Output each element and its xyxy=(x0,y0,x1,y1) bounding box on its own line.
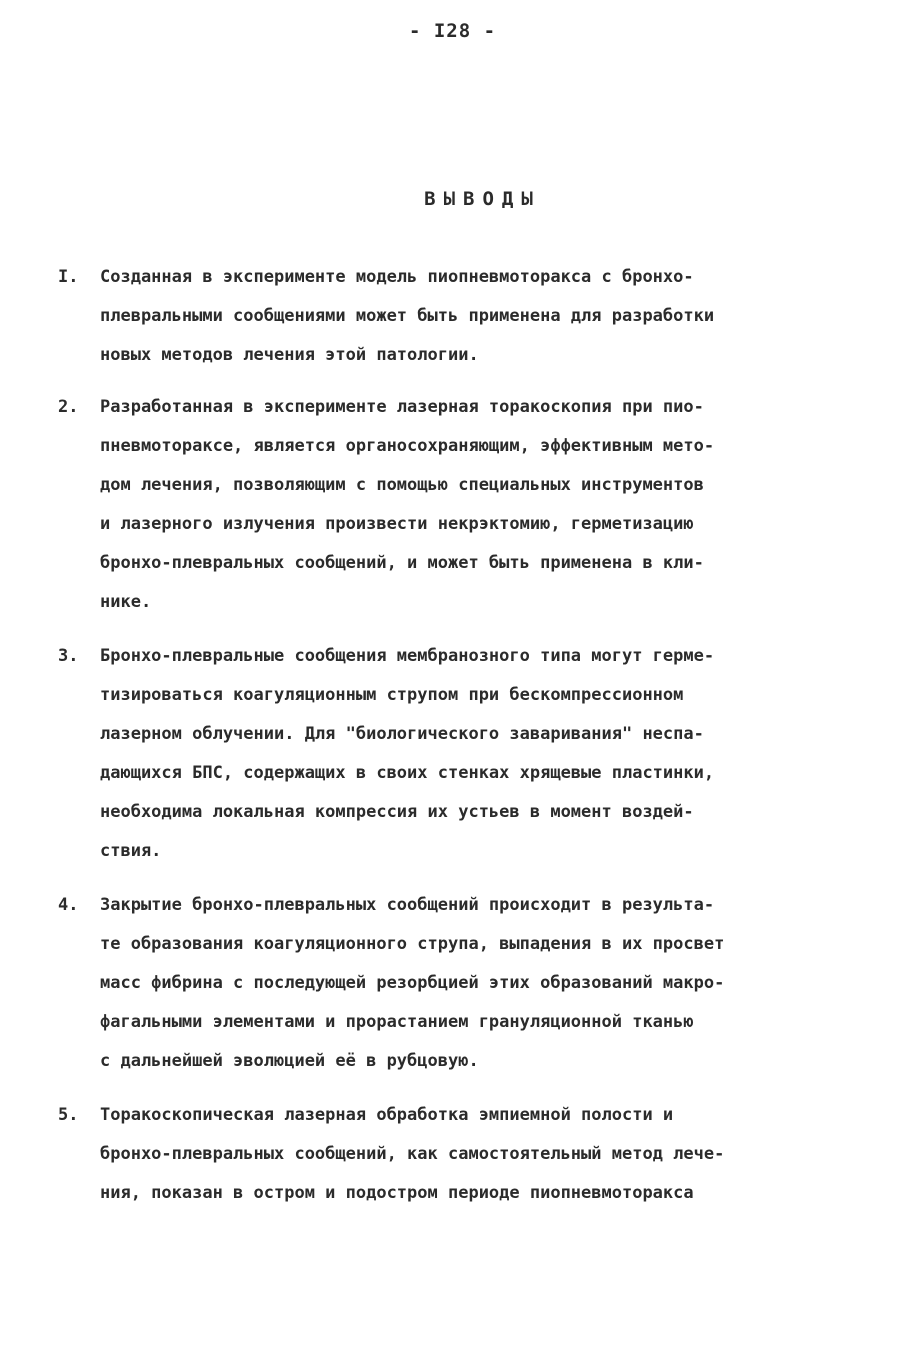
item-text-line: Бронхо-плевральные сообщения мембранозного типа могут герме- xyxy=(100,646,715,666)
item-text-line: лазерном облучении. Для "биологического заваривания" неспа- xyxy=(100,724,704,744)
page-number: - I28 - xyxy=(408,20,497,42)
item-first-line xyxy=(58,388,848,427)
item-text-line: бронхо-плевральных сообщений, как самостоятельный метод лече- xyxy=(100,1144,725,1164)
section-heading: ВЫВОДЫ xyxy=(424,188,541,210)
item-number: 5. xyxy=(58,1105,79,1125)
item-text-line: дающихся БПС, содержащих в своих стенках хрящевые пластинки, xyxy=(100,763,715,783)
item-text-line: дом лечения, позволяющим с помощью специальных инструментов xyxy=(100,475,704,495)
item-text-line: Закрытие бронхо-плевральных сообщений происходит в результа- xyxy=(100,895,715,915)
item-text-line: необходима локальная компрессия их устьев в момент воздей- xyxy=(100,802,694,822)
conclusion-item-5 xyxy=(58,1096,848,1213)
item-text-line: Торакоскопическая лазерная обработка эмпиемной полости и xyxy=(100,1105,674,1125)
item-text-line: нике. xyxy=(100,592,152,612)
item-number: I. xyxy=(58,267,79,287)
item-number: 2. xyxy=(58,397,79,417)
item-first-line xyxy=(58,637,848,676)
item-number: 4. xyxy=(58,895,79,915)
item-text-line: ния, показан в остром и подостром периоде пиопневмоторакса xyxy=(100,1183,694,1203)
conclusion-item-1 xyxy=(58,258,848,375)
item-text-line: ствия. xyxy=(100,841,162,861)
item-text-line: масс фибрина с последующей резорбцией этих образований макро- xyxy=(100,973,725,993)
item-text-line: Созданная в эксперименте модель пиопневмоторакса с бронхо- xyxy=(100,267,694,287)
item-text-line: плевральными сообщениями может быть применена для разработки xyxy=(100,306,715,326)
item-text-line: новых методов лечения этой патологии. xyxy=(100,345,479,365)
conclusion-item-3 xyxy=(58,637,848,871)
item-text-line: те образования коагуляционного струпа, выпадения в их просвет xyxy=(100,934,725,954)
item-first-line xyxy=(58,1096,848,1135)
item-text-line: с дальнейшей эволюцией её в рубцовую. xyxy=(100,1051,479,1071)
item-first-line xyxy=(58,258,848,297)
item-text-line: и лазерного излучения произвести некрэктомию, герметизацию xyxy=(100,514,694,534)
item-text-line: пневмотораксе, является органосохраняющим, эффективным мето- xyxy=(100,436,715,456)
conclusion-item-4 xyxy=(58,886,848,1081)
conclusion-item-2 xyxy=(58,388,848,622)
item-first-line xyxy=(58,886,848,925)
item-text-line: тизироваться коагуляционным струпом при бескомпрессионном xyxy=(100,685,684,705)
item-number: 3. xyxy=(58,646,79,666)
item-text-line: Разработанная в эксперименте лазерная торакоскопия при пио- xyxy=(100,397,704,417)
item-text-line: бронхо-плевральных сообщений, и может быть применена в кли- xyxy=(100,553,704,573)
item-text-line: фагальными элементами и прорастанием грануляционной тканью xyxy=(100,1012,694,1032)
